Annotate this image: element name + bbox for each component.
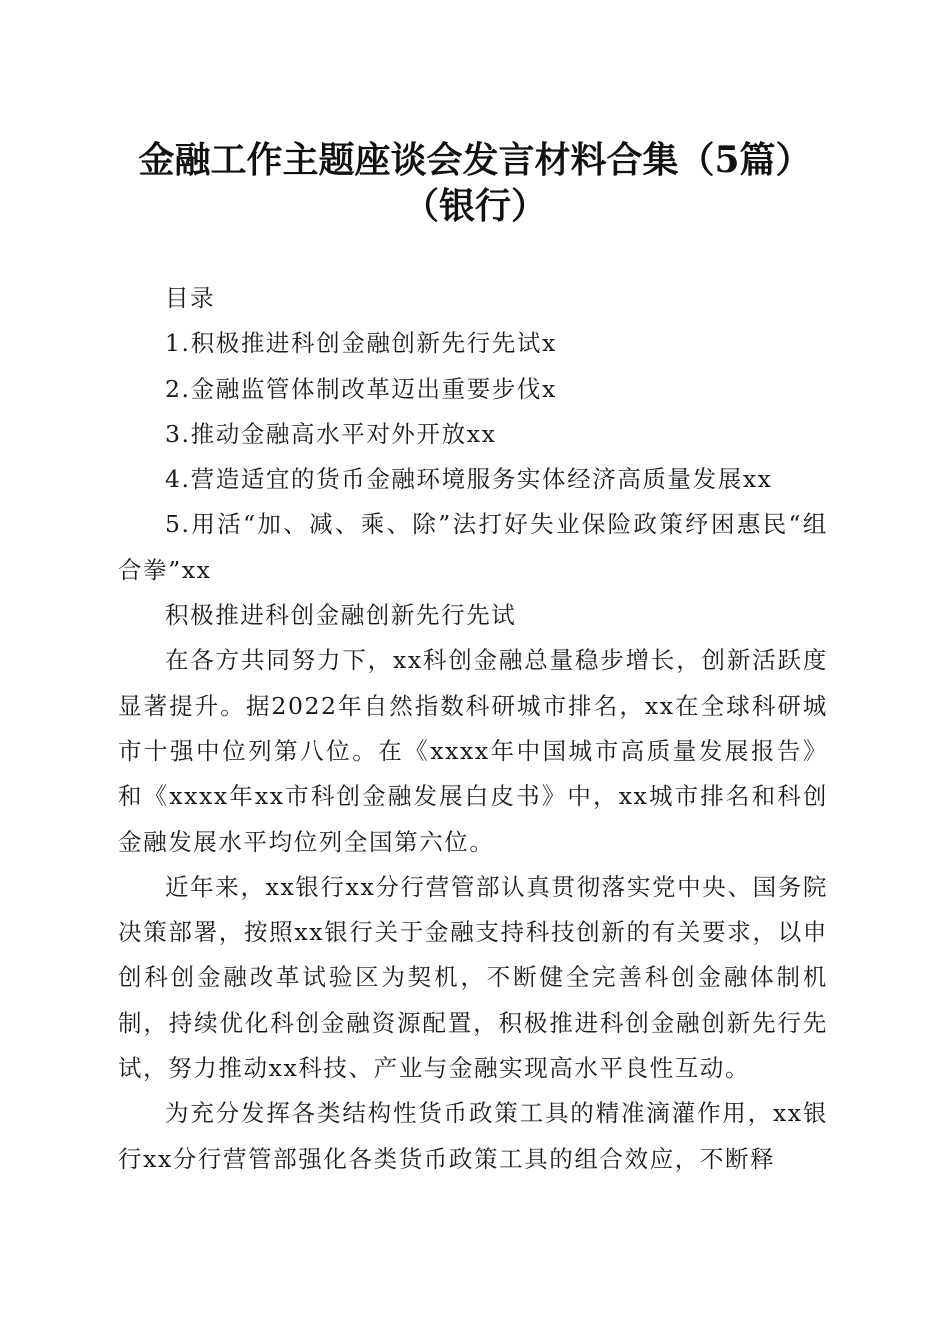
document-title: 金融工作主题座谈会发言材料合集（5篇）: [138, 139, 812, 181]
article-paragraph: 近年来，xx银行xx分行营管部认真贯彻落实党中央、国务院决策部署，按照xx银行关于金融支持科技创新的有关要求，以申创科创金融改革试验区为契机，不断健全完善科创金融体制机制，持续优化科创金融资源配置，积极推进科创金融创新先行先试，努力推动xx科技、产业与金融实现高水平良性互动。: [118, 872, 828, 1083]
article-paragraph: 在各方共同努力下，xx科创金融总量稳步增长，创新活跃度显著提升。据2022年自然指数科研城市排名，xx在全球科研城市十强中位列第八位。在《xxxx年中国城市高质量发展报告》和《xxxx年xx市科创金融发展白皮书》中，xx城市排名和科创金融发展水平均位列全国第六位。: [118, 646, 828, 856]
toc-item: 5.用活“加、减、乘、除”法打好失业保险政策纾困惠民“组合拳”xx: [118, 510, 828, 584]
toc-item: 2.金融监管体制改革迈出重要步伐x: [165, 374, 557, 403]
toc-item: 3.推动金融高水平对外开放xx: [165, 419, 497, 448]
toc-heading: 目录: [165, 284, 216, 312]
article-heading: 积极推进科创金融创新先行先试: [165, 601, 517, 630]
toc-item: 4.营造适宜的货币金融环境服务实体经济高质量发展xx: [165, 465, 773, 494]
toc-item: 1.积极推进科创金融创新先行先试x: [165, 329, 557, 358]
document-body: [118, 276, 828, 1182]
article-paragraph: 为充分发挥各类结构性货币政策工具的精准滴灌作用，xx银行xx分行营管部强化各类货币政策工具的组合效应，不断释: [118, 1099, 828, 1173]
document-subtitle: （银行）: [402, 185, 547, 227]
